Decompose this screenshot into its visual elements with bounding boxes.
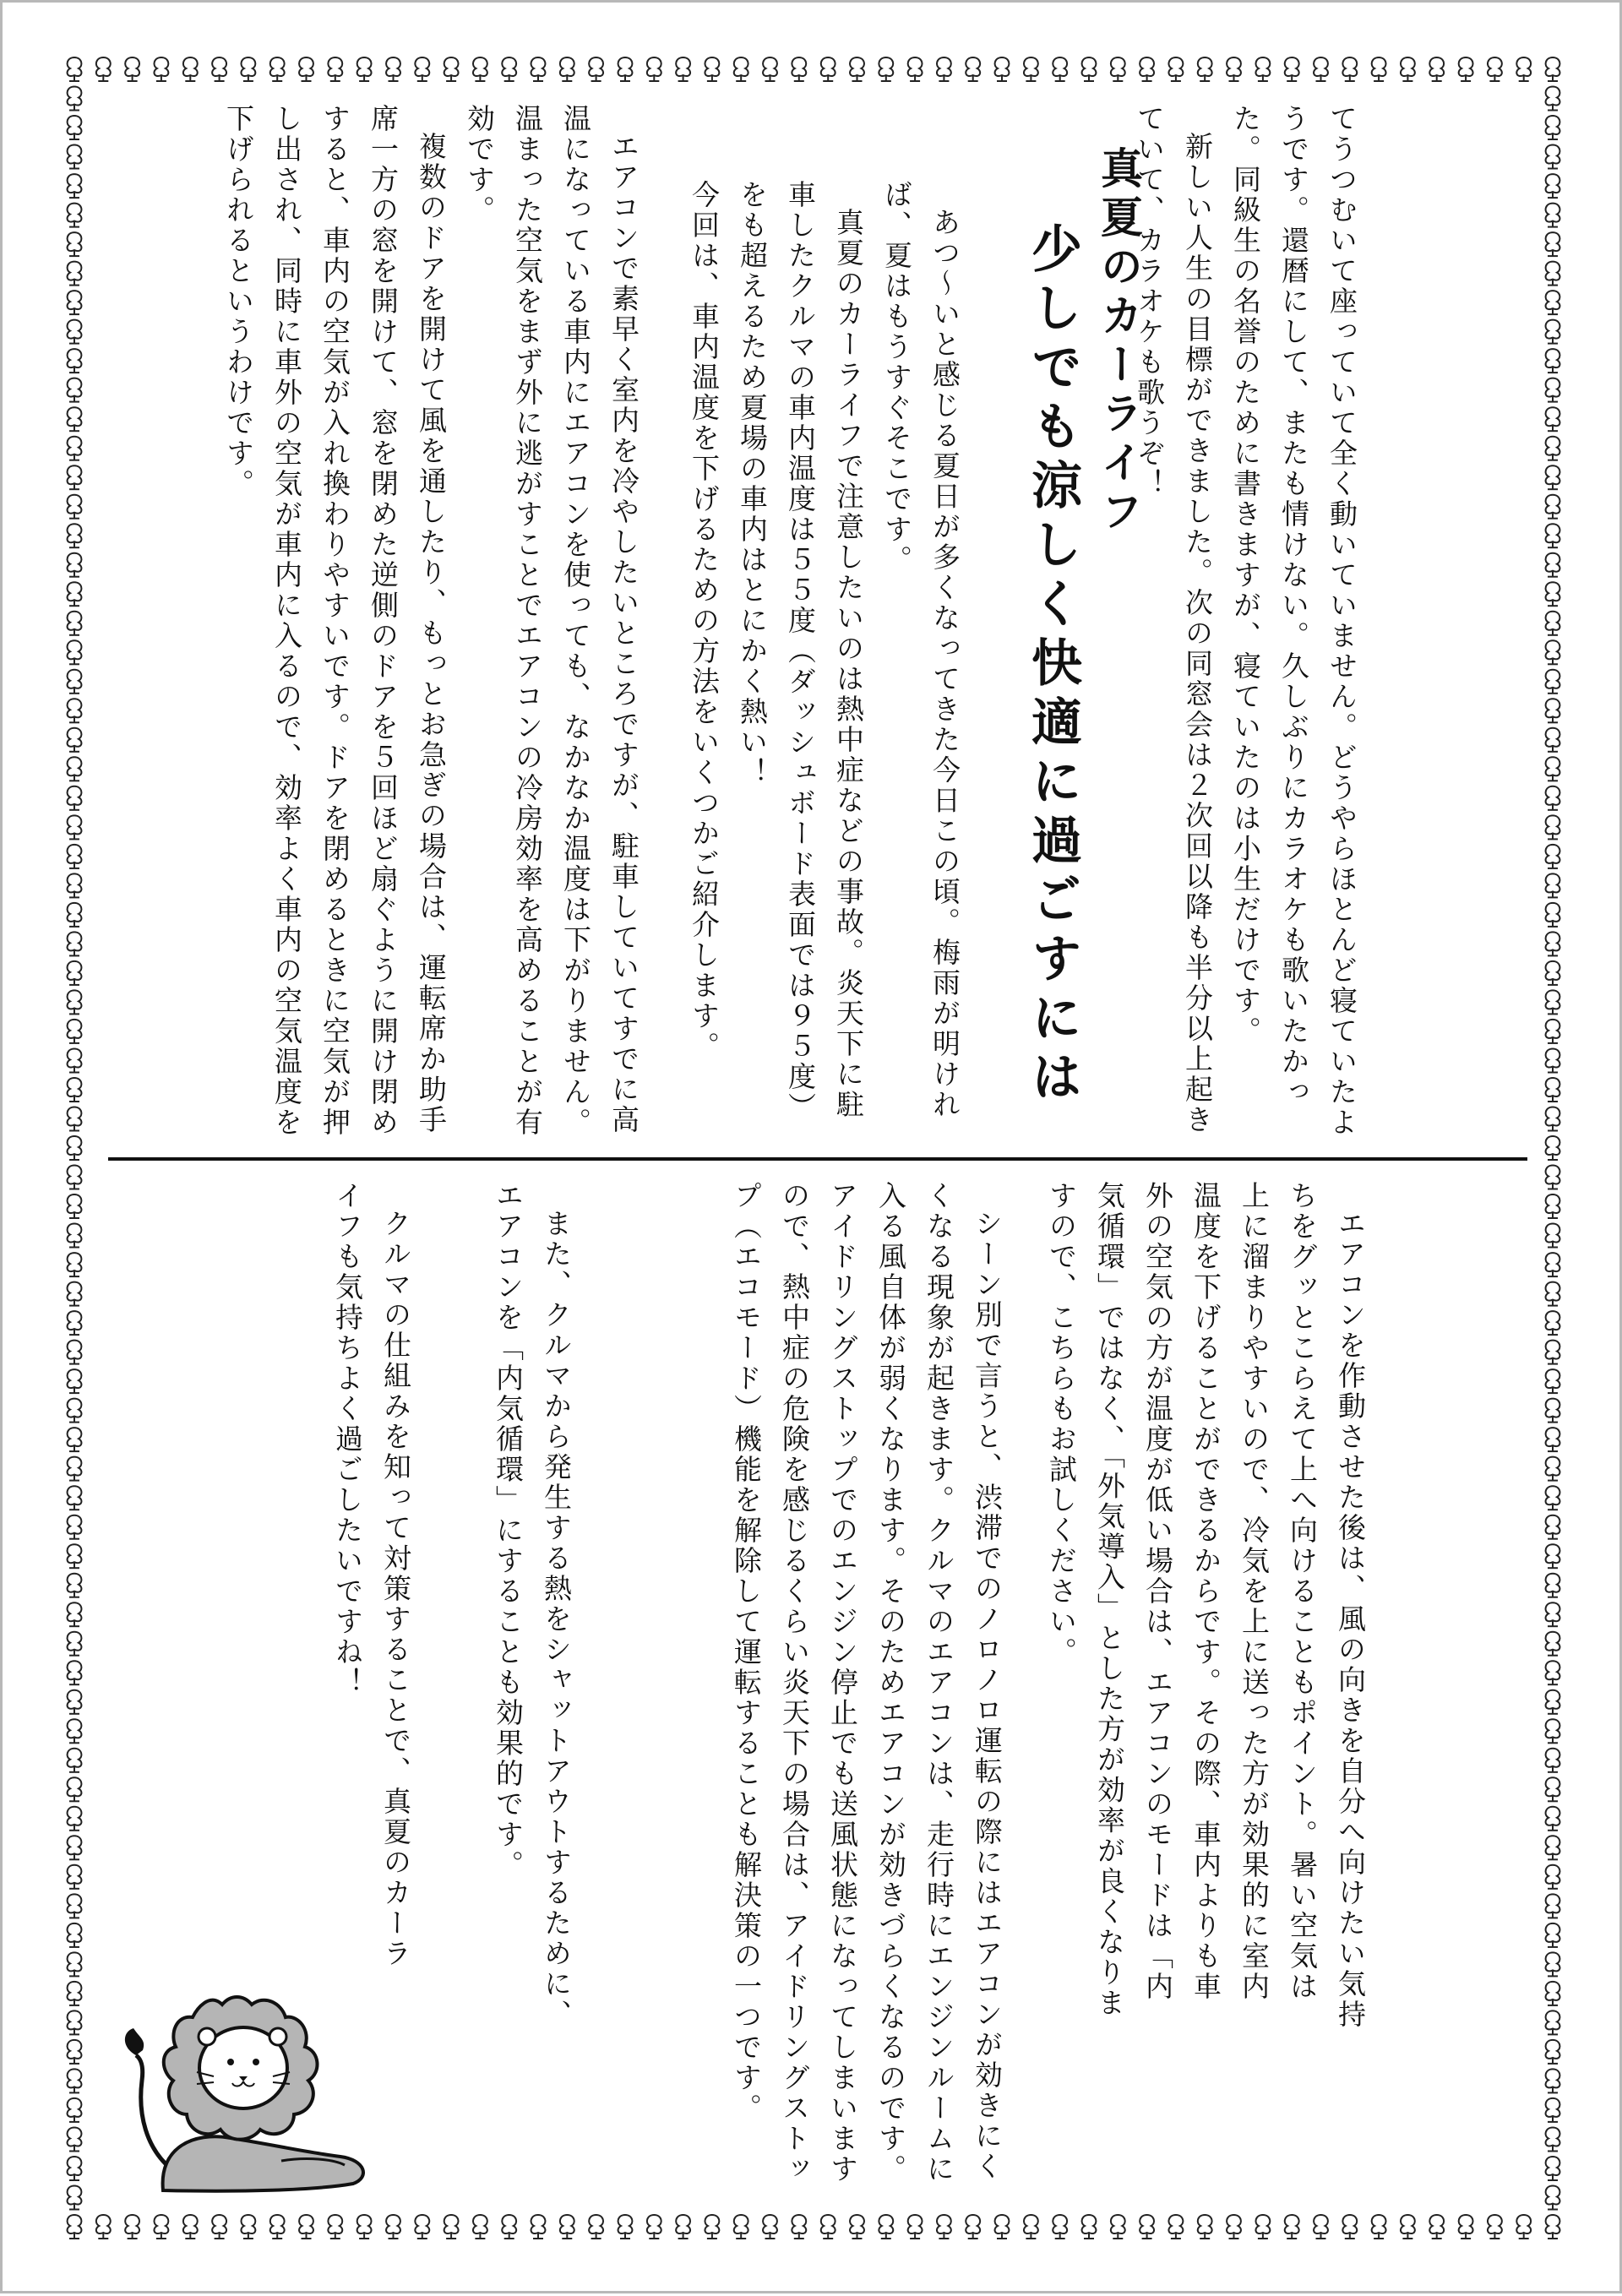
border-ornament-icon bbox=[68, 1690, 82, 1714]
border-ornament-icon bbox=[1546, 1515, 1560, 1539]
paragraph-heat: 真夏のカーライフで注意したいのは熱中症などの事故。炎天下に駐車したクルマの車内温度は５５度（ダッシュボード表面では９５度）をも超えるため夏場の車内はとにかく熱い！ bbox=[736, 180, 865, 1123]
border-ornament-icon bbox=[1546, 1574, 1560, 1597]
border-ornament-icon bbox=[183, 2215, 198, 2239]
border-ornament-icon bbox=[1255, 57, 1270, 81]
border-ornament-icon bbox=[1546, 495, 1560, 519]
border-ornament-icon bbox=[1342, 57, 1357, 81]
border-ornament-icon bbox=[328, 2215, 342, 2239]
border-ornament-icon bbox=[1227, 2215, 1241, 2239]
border-ornament-icon bbox=[68, 2215, 82, 2239]
border-ornament-icon bbox=[96, 57, 111, 81]
paragraph-door-fan: 複数のドアを開けて風を通したり、もっとお急ぎの場合は、運転席か助手席一方の窓を開けて、窓を閉めた逆側のドアを５回ほど扇ぐように開け閉めすると、車内の空気が入れ換わりやすいです。ドアを閉めるときに空気が押し出され、同時に車外の空気が車内に入るので、効率よく車内の空気温度を下げられるというわけです。 bbox=[222, 104, 448, 1138]
border-ornament-icon bbox=[1546, 786, 1560, 810]
border-ornament-icon bbox=[1546, 1982, 1560, 2005]
paragraph-intro-methods: 今回は、車内温度を下げるための方法をいくつかご紹介します。 bbox=[688, 180, 721, 1062]
border-ornament-icon bbox=[270, 2215, 285, 2239]
border-ornament-icon bbox=[1546, 1457, 1560, 1481]
border-ornament-icon bbox=[792, 2215, 806, 2239]
border-ornament-icon bbox=[68, 1544, 82, 1568]
border-ornament-icon bbox=[1546, 1749, 1560, 1772]
border-ornament-icon bbox=[68, 1719, 82, 1743]
border-ornament-icon bbox=[68, 1224, 82, 1248]
border-ornament-icon bbox=[1546, 2040, 1560, 2064]
paragraph-traffic: シーン別で言うと、渋滞でのノロノロ運転の際にはエアコンが効きにくくなる現象が起きます。クルマのエアコンは、走行時にエンジンルームに入る風自体が弱くなります。そのためエアコンが効きづらくなるのです。アイドリングストップでのエンジン停止でも送風状態になってしまいますので、熱中症の危険を感じるくらい炎天下の場合は、アイドリングストップ（エコモード）機能を解除して運転することも解決策の一つです。 bbox=[730, 1181, 1004, 2184]
border-ornament-icon bbox=[618, 57, 633, 81]
border-ornament-icon bbox=[1546, 2098, 1560, 2122]
column-top-right bbox=[1133, 104, 1366, 1143]
border-ornament-icon bbox=[1546, 1194, 1560, 1218]
border-ornament-icon bbox=[68, 932, 82, 955]
border-ornament-icon bbox=[821, 57, 835, 81]
border-ornament-icon bbox=[68, 582, 82, 606]
border-ornament-icon bbox=[1255, 2215, 1270, 2239]
border-ornament-icon bbox=[1546, 465, 1560, 489]
border-ornament-icon bbox=[444, 57, 459, 81]
paragraph-closing: クルマの仕組みを知って対策することで、真夏のカーライフも気持ちよく過ごしたいですね！ bbox=[331, 1181, 412, 1969]
border-ornament-icon bbox=[68, 2128, 82, 2152]
border-ornament-icon bbox=[1546, 2186, 1560, 2210]
article-title: 真夏のカーライフ bbox=[1094, 146, 1143, 538]
border-ornament-icon bbox=[68, 903, 82, 927]
border-ornament-icon bbox=[908, 57, 923, 81]
paragraph-airflow: エアコンを作動させた後は、風の向きを自分へ向けたい気持ちをグッとこらえて上へ向けることもポイント。暑い空気は上に溜まりやすいので、冷気を上に送った方が効果的に室内温度を下げることができるからです。その際、車内よりも車外の空気の方が温度が低い場合は、エアコンのモードは「内気循環」ではなく、「外気導入」とした方が効率が良くなりますので、こちらもお試しください。 bbox=[1045, 1181, 1367, 2030]
border-ornament-icon bbox=[68, 437, 82, 460]
border-ornament-icon bbox=[792, 57, 806, 81]
border-ornament-icon bbox=[1082, 2215, 1097, 2239]
border-ornament-icon bbox=[647, 57, 661, 81]
border-ornament-icon bbox=[212, 2215, 226, 2239]
border-ornament-icon bbox=[68, 1807, 82, 1831]
border-ornament-icon bbox=[1546, 1777, 1560, 1801]
border-ornament-icon bbox=[68, 873, 82, 897]
border-ornament-icon bbox=[705, 57, 719, 81]
border-ornament-icon bbox=[1111, 2215, 1125, 2239]
border-ornament-icon bbox=[68, 961, 82, 985]
border-ornament-icon bbox=[560, 2215, 574, 2239]
border-ornament-icon bbox=[1285, 2215, 1299, 2239]
border-ornament-icon bbox=[1546, 1544, 1560, 1568]
column-bottom-left bbox=[475, 1181, 580, 2034]
border-ornament-icon bbox=[1546, 1107, 1560, 1131]
paragraph-recirculation: また、クルマから発生する熱をシャットアウトするために、エアコンを「内気循環」にすることも効果的です。 bbox=[492, 1181, 573, 2030]
border-ornament-icon bbox=[1546, 1428, 1560, 1451]
border-ornament-icon bbox=[1516, 2215, 1531, 2239]
border-ornament-icon bbox=[68, 320, 82, 344]
section-divider bbox=[108, 1157, 1527, 1161]
border-ornament-icon bbox=[1053, 2215, 1067, 2239]
border-ornament-icon bbox=[1111, 57, 1125, 81]
border-ornament-icon bbox=[68, 640, 82, 664]
border-ornament-icon bbox=[68, 1574, 82, 1597]
border-ornament-icon bbox=[68, 1253, 82, 1276]
border-ornament-icon bbox=[68, 495, 82, 519]
border-ornament-icon bbox=[1546, 349, 1560, 373]
border-ornament-icon bbox=[1401, 57, 1415, 81]
border-ornament-icon bbox=[299, 57, 313, 81]
border-ornament-icon bbox=[995, 2215, 1010, 2239]
column-closing bbox=[318, 1181, 420, 1975]
border-ornament-icon bbox=[850, 2215, 864, 2239]
border-ornament-icon bbox=[68, 1894, 82, 1918]
border-ornament-icon bbox=[1053, 57, 1067, 81]
border-ornament-icon bbox=[908, 2215, 923, 2239]
border-ornament-icon bbox=[1546, 291, 1560, 314]
border-ornament-icon bbox=[1546, 553, 1560, 577]
border-ornament-icon bbox=[68, 1457, 82, 1481]
border-ornament-icon bbox=[68, 204, 82, 227]
border-ornament-icon bbox=[1488, 57, 1502, 81]
border-ornament-icon bbox=[1546, 1865, 1560, 1889]
border-ornament-icon bbox=[68, 728, 82, 752]
border-ornament-icon bbox=[1546, 873, 1560, 897]
border-ornament-icon bbox=[1546, 116, 1560, 139]
border-ornament-icon bbox=[270, 57, 285, 81]
border-ornament-icon bbox=[68, 1865, 82, 1889]
border-ornament-icon bbox=[68, 1923, 82, 1947]
border-ornament-icon bbox=[1546, 845, 1560, 868]
border-ornament-icon bbox=[1516, 57, 1531, 81]
border-ornament-icon bbox=[241, 2215, 255, 2239]
border-ornament-icon bbox=[1546, 1894, 1560, 1918]
border-ornament-icon bbox=[68, 990, 82, 1014]
border-ornament-icon bbox=[1546, 2069, 1560, 2092]
border-ornament-icon bbox=[1546, 524, 1560, 547]
border-ornament-icon bbox=[68, 553, 82, 577]
border-ornament-icon bbox=[966, 2215, 980, 2239]
border-ornament-icon bbox=[68, 2098, 82, 2122]
border-ornament-icon bbox=[1546, 57, 1560, 81]
border-ornament-icon bbox=[1546, 1282, 1560, 1306]
border-ornament-icon bbox=[1459, 2215, 1473, 2239]
border-ornament-icon bbox=[531, 57, 546, 81]
border-ornament-icon bbox=[473, 57, 487, 81]
border-ornament-icon bbox=[1546, 2128, 1560, 2152]
border-ornament-icon bbox=[1546, 2010, 1560, 2034]
border-ornament-icon bbox=[68, 1486, 82, 1510]
paragraph-intro: てうつむいて座っていて全く動いていません。どうやらほとんど寝ていたようです。還暦にして、またも情けない。久しぶりにカラオケも歌いたかった。同級生の名誉のために書きますが、寝ていたのは小生だけです。 bbox=[1229, 104, 1358, 1138]
paragraph-ventilate: エアコンで素早く室内を冷やしたいところですが、駐車していてすでに高温になっている車内にエアコンを使っても、なかなか温度は下がりません。温まった空気をまず外に逃がすことでエアコンの冷房効率を高めることが有効です。 bbox=[463, 104, 640, 1138]
border-ornament-icon bbox=[1546, 670, 1560, 694]
border-ornament-icon bbox=[154, 57, 168, 81]
border-ornament-icon bbox=[1024, 2215, 1038, 2239]
border-ornament-icon bbox=[647, 2215, 661, 2239]
border-ornament-icon bbox=[386, 2215, 400, 2239]
border-ornament-icon bbox=[1546, 699, 1560, 722]
border-ornament-icon bbox=[502, 57, 516, 81]
border-ornament-icon bbox=[241, 57, 255, 81]
border-ornament-icon bbox=[68, 1602, 82, 1626]
border-ornament-icon bbox=[1546, 1836, 1560, 1859]
border-ornament-icon bbox=[1546, 1136, 1560, 1160]
border-ornament-icon bbox=[1314, 2215, 1328, 2239]
border-ornament-icon bbox=[1546, 320, 1560, 344]
border-ornament-icon bbox=[1198, 2215, 1212, 2239]
border-ornament-icon bbox=[68, 1049, 82, 1073]
border-ornament-icon bbox=[1546, 378, 1560, 402]
border-ornament-icon bbox=[415, 57, 429, 81]
border-ornament-icon bbox=[68, 116, 82, 139]
border-ornament-icon bbox=[560, 57, 574, 81]
column-top-middle bbox=[682, 180, 969, 1143]
border-ornament-icon bbox=[68, 2010, 82, 2034]
border-ornament-icon bbox=[68, 1777, 82, 1801]
column-bottom-middle bbox=[614, 1181, 1011, 2212]
border-ornament-icon bbox=[68, 1282, 82, 1306]
paragraph-summer: あつ～いと感じる夏日が多くなってきた今日この頃。梅雨が明ければ、夏はもうすぐそこです。 bbox=[880, 180, 961, 1120]
border-ornament-icon bbox=[212, 57, 226, 81]
border-ornament-icon bbox=[1546, 1049, 1560, 1073]
border-ornament-icon bbox=[68, 407, 82, 431]
border-ornament-icon bbox=[1168, 57, 1183, 81]
border-ornament-icon bbox=[1429, 57, 1444, 81]
border-ornament-icon bbox=[96, 2215, 111, 2239]
border-ornament-icon bbox=[68, 612, 82, 635]
border-ornament-icon bbox=[68, 1341, 82, 1364]
border-ornament-icon bbox=[68, 1107, 82, 1131]
border-ornament-icon bbox=[68, 87, 82, 111]
border-ornament-icon bbox=[1546, 1486, 1560, 1510]
border-ornament-icon bbox=[1546, 232, 1560, 256]
border-ornament-icon bbox=[1546, 582, 1560, 606]
border-ornament-icon bbox=[879, 57, 893, 81]
border-ornament-icon bbox=[1546, 174, 1560, 198]
border-ornament-icon bbox=[1546, 990, 1560, 1014]
border-ornament-icon bbox=[68, 1078, 82, 1102]
border-ornament-icon bbox=[1024, 57, 1038, 81]
border-ornament-icon bbox=[589, 57, 603, 81]
border-ornament-icon bbox=[1546, 204, 1560, 227]
lion-mascot-illustration bbox=[112, 1988, 391, 2207]
border-ornament-icon bbox=[1546, 437, 1560, 460]
border-ornament-icon bbox=[68, 1661, 82, 1684]
border-ornament-icon bbox=[1546, 1602, 1560, 1626]
border-ornament-icon bbox=[1546, 1690, 1560, 1714]
border-ornament-icon bbox=[589, 2215, 603, 2239]
border-ornament-icon bbox=[937, 57, 951, 81]
border-ornament-icon bbox=[68, 786, 82, 810]
border-ornament-icon bbox=[1372, 2215, 1386, 2239]
border-ornament-icon bbox=[1546, 1923, 1560, 1947]
border-ornament-icon bbox=[502, 2215, 516, 2239]
border-ornament-icon bbox=[1342, 2215, 1357, 2239]
column-top-left bbox=[107, 104, 648, 1143]
border-ornament-icon bbox=[1546, 262, 1560, 286]
border-ornament-icon bbox=[1546, 1632, 1560, 1656]
border-ornament-icon bbox=[1546, 1166, 1560, 1189]
border-ornament-icon bbox=[68, 2040, 82, 2064]
border-ornament-icon bbox=[68, 1311, 82, 1335]
border-ornament-icon bbox=[1546, 640, 1560, 664]
border-ornament-icon bbox=[1168, 2215, 1183, 2239]
border-ornament-icon bbox=[68, 699, 82, 722]
border-ornament-icon bbox=[68, 291, 82, 314]
border-ornament-icon bbox=[1546, 87, 1560, 111]
border-ornament-icon bbox=[1401, 2215, 1415, 2239]
border-ornament-icon bbox=[676, 57, 690, 81]
border-ornament-icon bbox=[68, 2069, 82, 2092]
border-ornament-icon bbox=[68, 262, 82, 286]
border-ornament-icon bbox=[68, 1632, 82, 1656]
border-ornament-icon bbox=[1546, 1661, 1560, 1684]
border-ornament-icon bbox=[68, 1982, 82, 2005]
border-ornament-icon bbox=[68, 845, 82, 868]
border-ornament-icon bbox=[763, 57, 777, 81]
border-ornament-icon bbox=[68, 1020, 82, 1043]
border-ornament-icon bbox=[68, 1952, 82, 1976]
border-ornament-icon bbox=[531, 2215, 546, 2239]
border-ornament-icon bbox=[68, 815, 82, 839]
border-ornament-icon bbox=[183, 57, 198, 81]
border-ornament-icon bbox=[1546, 2157, 1560, 2180]
border-ornament-icon bbox=[1140, 57, 1154, 81]
border-ornament-icon bbox=[68, 1515, 82, 1539]
border-ornament-icon bbox=[68, 1194, 82, 1218]
border-ornament-icon bbox=[1546, 1253, 1560, 1276]
border-ornament-icon bbox=[1314, 57, 1328, 81]
border-ornament-icon bbox=[1546, 2215, 1560, 2239]
border-ornament-icon bbox=[763, 2215, 777, 2239]
border-ornament-icon bbox=[357, 2215, 372, 2239]
border-ornament-icon bbox=[1546, 1807, 1560, 1831]
border-ornament-icon bbox=[1546, 1369, 1560, 1393]
border-ornament-icon bbox=[68, 524, 82, 547]
border-ornament-icon bbox=[68, 2186, 82, 2210]
border-ornament-icon bbox=[68, 232, 82, 256]
border-ornament-icon bbox=[1546, 1020, 1560, 1043]
border-ornament-icon bbox=[1546, 1341, 1560, 1364]
border-ornament-icon bbox=[68, 2157, 82, 2180]
border-ornament-icon bbox=[1546, 145, 1560, 169]
border-ornament-icon bbox=[68, 1836, 82, 1859]
border-ornament-icon bbox=[734, 57, 748, 81]
border-ornament-icon bbox=[444, 2215, 459, 2239]
border-ornament-icon bbox=[1546, 1719, 1560, 1743]
border-ornament-icon bbox=[1546, 1078, 1560, 1102]
article-subtitle: 少しでも涼しく快適に過ごすには bbox=[1023, 222, 1082, 1109]
border-ornament-icon bbox=[68, 1166, 82, 1189]
border-ornament-icon bbox=[68, 1428, 82, 1451]
border-ornament-icon bbox=[1546, 961, 1560, 985]
border-ornament-icon bbox=[386, 57, 400, 81]
border-ornament-icon bbox=[68, 57, 82, 81]
border-ornament-icon bbox=[1546, 903, 1560, 927]
border-ornament-icon bbox=[1227, 57, 1241, 81]
border-ornament-icon bbox=[1546, 407, 1560, 431]
border-ornament-icon bbox=[1082, 57, 1097, 81]
border-ornament-icon bbox=[734, 2215, 748, 2239]
border-ornament-icon bbox=[68, 1749, 82, 1772]
border-ornament-icon bbox=[821, 2215, 835, 2239]
border-ornament-icon bbox=[1546, 932, 1560, 955]
border-ornament-icon bbox=[125, 2215, 139, 2239]
border-ornament-icon bbox=[68, 670, 82, 694]
border-ornament-icon bbox=[1546, 1952, 1560, 1976]
border-ornament-icon bbox=[68, 145, 82, 169]
border-ornament-icon bbox=[1429, 2215, 1444, 2239]
border-ornament-icon bbox=[1198, 57, 1212, 81]
border-ornament-icon bbox=[937, 2215, 951, 2239]
border-ornament-icon bbox=[676, 2215, 690, 2239]
border-ornament-icon bbox=[68, 1369, 82, 1393]
border-ornament-icon bbox=[1546, 1311, 1560, 1335]
border-ornament-icon bbox=[473, 2215, 487, 2239]
border-ornament-icon bbox=[68, 757, 82, 781]
border-ornament-icon bbox=[705, 2215, 719, 2239]
border-ornament-icon bbox=[68, 174, 82, 198]
border-ornament-icon bbox=[879, 2215, 893, 2239]
border-ornament-icon bbox=[1546, 1399, 1560, 1423]
border-ornament-icon bbox=[618, 2215, 633, 2239]
border-ornament-icon bbox=[299, 2215, 313, 2239]
border-ornament-icon bbox=[68, 1136, 82, 1160]
border-ornament-icon bbox=[1459, 57, 1473, 81]
border-ornament-icon bbox=[850, 57, 864, 81]
border-ornament-icon bbox=[1285, 57, 1299, 81]
border-ornament-icon bbox=[415, 2215, 429, 2239]
border-ornament-icon bbox=[125, 57, 139, 81]
border-ornament-icon bbox=[68, 378, 82, 402]
border-ornament-icon bbox=[357, 57, 372, 81]
border-ornament-icon bbox=[995, 57, 1010, 81]
border-ornament-icon bbox=[1140, 2215, 1154, 2239]
border-ornament-icon bbox=[68, 465, 82, 489]
border-ornament-icon bbox=[1546, 612, 1560, 635]
border-ornament-icon bbox=[154, 2215, 168, 2239]
border-ornament-icon bbox=[1488, 2215, 1502, 2239]
column-bottom-right bbox=[1028, 1181, 1374, 2030]
border-ornament-icon bbox=[328, 57, 342, 81]
border-ornament-icon bbox=[68, 1399, 82, 1423]
border-ornament-icon bbox=[1546, 815, 1560, 839]
border-ornament-icon bbox=[966, 57, 980, 81]
border-ornament-icon bbox=[68, 349, 82, 373]
paragraph-goal: 新しい人生の目標ができました。次の同窓会は２次回以降も半分以上起きていて、カラオケも歌うぞ！ bbox=[1133, 104, 1214, 1135]
border-ornament-icon bbox=[1372, 57, 1386, 81]
border-ornament-icon bbox=[1546, 728, 1560, 752]
border-ornament-icon bbox=[1546, 1224, 1560, 1248]
border-ornament-icon bbox=[1546, 757, 1560, 781]
